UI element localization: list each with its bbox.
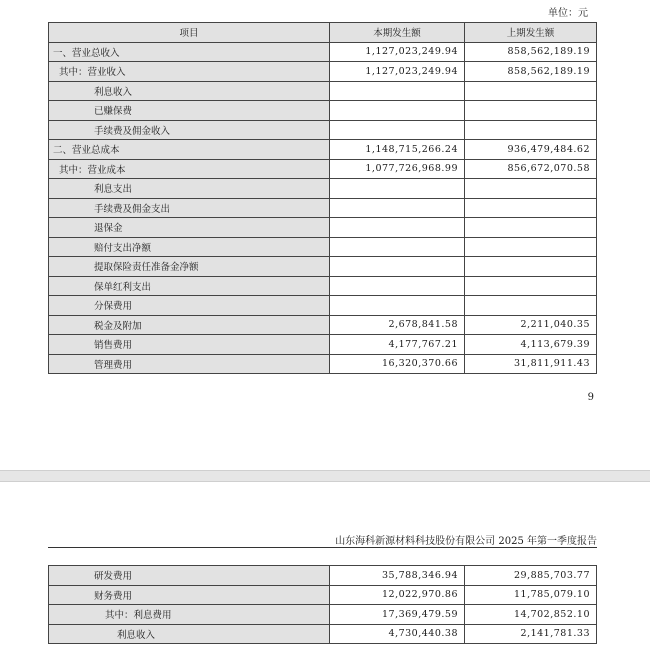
current-period-value: 12,022,970.86 [330, 585, 465, 605]
table-row [49, 624, 597, 644]
row-label: 二、营业总成本 [49, 140, 330, 160]
row-label: 赔付支出净额 [49, 237, 330, 257]
income-statement-table-continued [48, 565, 597, 644]
row-label: 利息收入 [49, 624, 330, 644]
previous-period-value [465, 296, 597, 316]
row-label: 财务费用 [49, 585, 330, 605]
previous-period-value [465, 120, 597, 140]
table-row [49, 62, 597, 82]
current-period-value: 17,369,479.59 [330, 605, 465, 625]
current-period-value: 35,788,346.94 [330, 566, 465, 586]
table-row [49, 257, 597, 277]
table-header-row [49, 23, 597, 43]
current-period-value [330, 81, 465, 101]
header-divider [48, 547, 597, 548]
current-period-value [330, 101, 465, 121]
current-period-value: 16,320,370.66 [330, 354, 465, 374]
unit-label: 单位：元 [548, 8, 588, 19]
current-period-value: 2,678,841.58 [330, 315, 465, 335]
current-period-value: 4,177,767.21 [330, 335, 465, 355]
table-row [49, 335, 597, 355]
current-period-value: 1,148,715,266.24 [330, 140, 465, 160]
previous-period-value [465, 101, 597, 121]
row-label: 一、营业总收入 [49, 42, 330, 62]
row-label: 利息收入 [49, 81, 330, 101]
current-period-value [330, 257, 465, 277]
table-row [49, 101, 597, 121]
previous-period-value: 858,562,189.19 [465, 42, 597, 62]
table-row [49, 120, 597, 140]
current-period-value [330, 218, 465, 238]
table-row [49, 354, 597, 374]
current-period-value [330, 276, 465, 296]
current-period-value: 1,127,023,249.94 [330, 62, 465, 82]
row-label: 分保费用 [49, 296, 330, 316]
previous-period-value [465, 179, 597, 199]
table-row [49, 276, 597, 296]
row-label: 其中：营业收入 [49, 62, 330, 82]
current-period-value [330, 179, 465, 199]
page-separator [0, 470, 650, 482]
current-period-value: 1,127,023,249.94 [330, 42, 465, 62]
row-label: 提取保险责任准备金净额 [49, 257, 330, 277]
row-label: 管理费用 [49, 354, 330, 374]
page-header-company-report: 山东海科新源材料科技股份有限公司 2025 年第一季度报告 [335, 536, 597, 547]
current-period-value [330, 296, 465, 316]
current-period-value: 4,730,440.38 [330, 624, 465, 644]
current-period-value [330, 198, 465, 218]
table-row [49, 140, 597, 160]
previous-period-value: 2,141,781.33 [465, 624, 597, 644]
row-label: 其中：利息费用 [49, 605, 330, 625]
current-period-value [330, 237, 465, 257]
table-row [49, 585, 597, 605]
table-row [49, 218, 597, 238]
table-row [49, 179, 597, 199]
table-row [49, 566, 597, 586]
table-row [49, 81, 597, 101]
previous-period-value [465, 81, 597, 101]
table-row [49, 198, 597, 218]
row-label: 税金及附加 [49, 315, 330, 335]
previous-period-value: 14,702,852.10 [465, 605, 597, 625]
row-label: 退保金 [49, 218, 330, 238]
previous-period-value [465, 237, 597, 257]
report-page-2 [0, 482, 650, 646]
row-label: 销售费用 [49, 335, 330, 355]
current-period-value [330, 120, 465, 140]
current-period-value: 1,077,726,968.99 [330, 159, 465, 179]
row-label: 利息支出 [49, 179, 330, 199]
row-label: 保单红利支出 [49, 276, 330, 296]
previous-period-value [465, 257, 597, 277]
previous-period-value: 11,785,079.10 [465, 585, 597, 605]
previous-period-value [465, 218, 597, 238]
income-statement-table [48, 22, 597, 374]
previous-period-value [465, 276, 597, 296]
column-header-item: 项目 [49, 23, 330, 43]
row-label: 手续费及佣金收入 [49, 120, 330, 140]
table-row [49, 605, 597, 625]
row-label: 手续费及佣金支出 [49, 198, 330, 218]
previous-period-value: 2,211,040.35 [465, 315, 597, 335]
previous-period-value: 29,885,703.77 [465, 566, 597, 586]
previous-period-value [465, 198, 597, 218]
row-label: 已赚保费 [49, 101, 330, 121]
table-row [49, 315, 597, 335]
row-label: 其中：营业成本 [49, 159, 330, 179]
previous-period-value: 31,811,911.43 [465, 354, 597, 374]
table-row [49, 296, 597, 316]
previous-period-value: 936,479,484.62 [465, 140, 597, 160]
previous-period-value: 4,113,679.39 [465, 335, 597, 355]
previous-period-value: 858,562,189.19 [465, 62, 597, 82]
previous-period-value: 856,672,070.58 [465, 159, 597, 179]
table-row [49, 237, 597, 257]
row-label: 研发费用 [49, 566, 330, 586]
column-header-current: 本期发生额 [330, 23, 465, 43]
column-header-previous: 上期发生额 [465, 23, 597, 43]
table-row [49, 159, 597, 179]
table-row [49, 42, 597, 62]
page-number: 9 [587, 392, 594, 403]
